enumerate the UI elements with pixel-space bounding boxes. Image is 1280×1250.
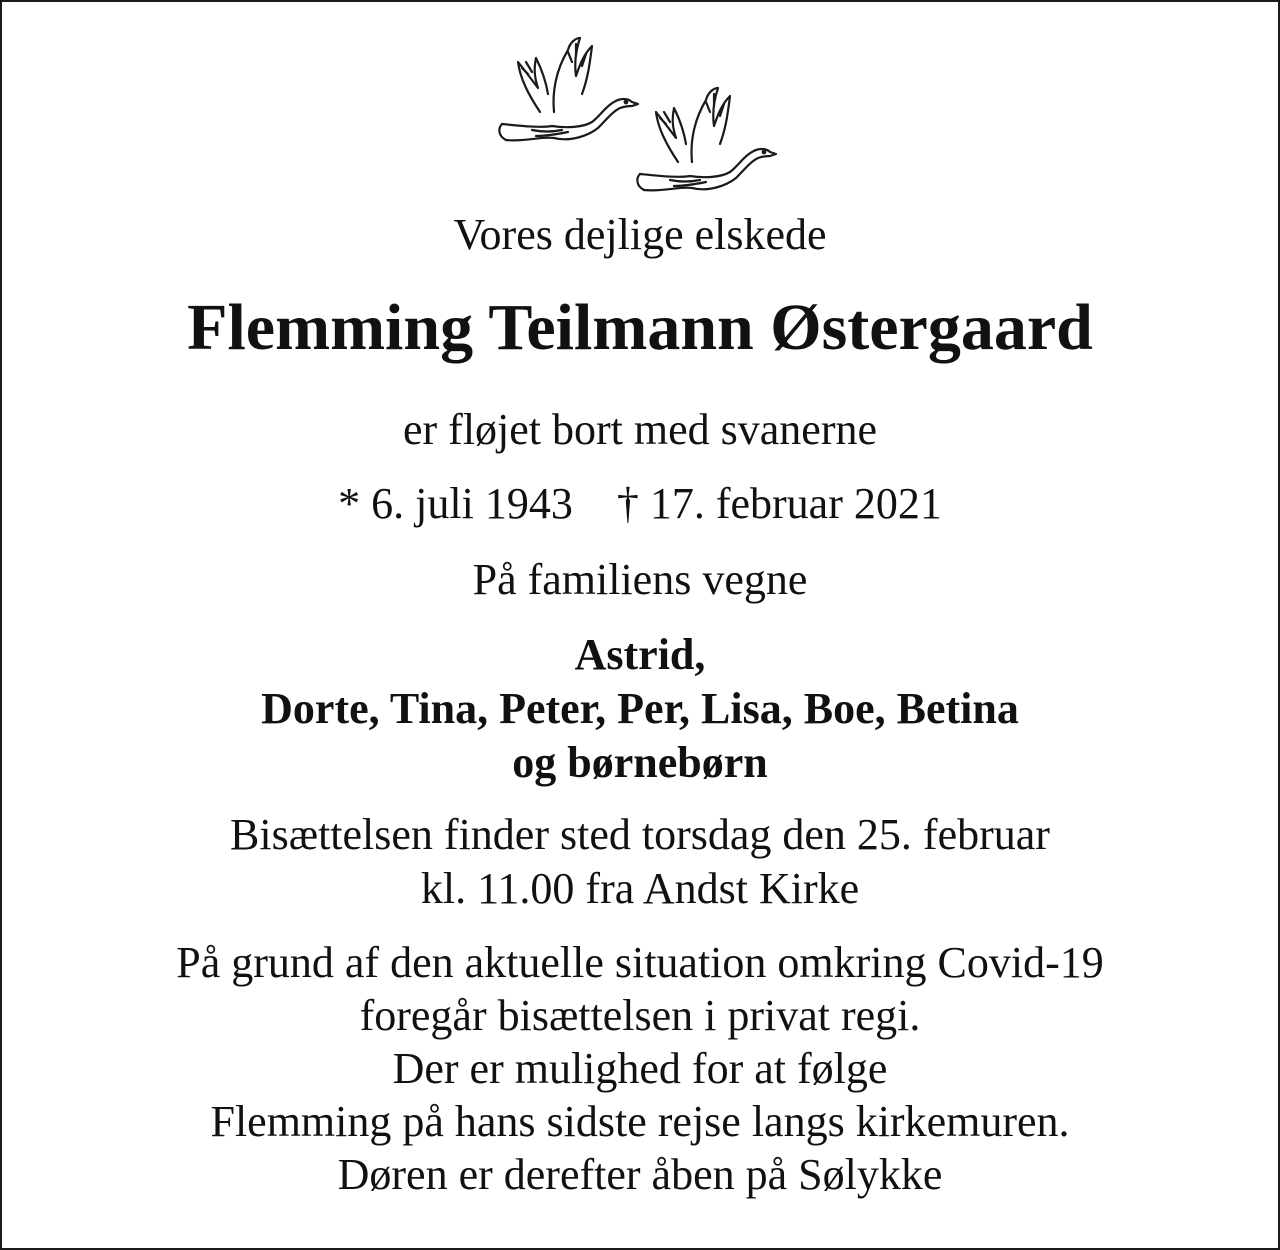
subtitle-text: er fløjet bort med svanerne bbox=[402, 405, 878, 454]
notice-line: Døren er derefter åben på Sølykke bbox=[337, 1150, 943, 1199]
death-date: † 17. februar 2021 bbox=[616, 479, 942, 528]
swan-right bbox=[637, 88, 776, 190]
notice-line: På grund af den aktuelle situation omkring Covid-19 bbox=[176, 938, 1104, 987]
birth-date: * 6. juli 1943 bbox=[338, 479, 573, 528]
covid-notice bbox=[2, 936, 1278, 1201]
family-names bbox=[2, 628, 1278, 790]
funeral-info bbox=[2, 808, 1278, 916]
family-line: Dorte, Tina, Peter, Per, Lisa, Boe, Betina bbox=[261, 684, 1019, 733]
two-flying-swans-icon bbox=[492, 32, 792, 197]
funeral-line: kl. 11.00 fra Andst Kirke bbox=[420, 864, 860, 913]
notice-line: foregår bisættelsen i privat regi. bbox=[359, 991, 921, 1040]
notice-line: Der er mulighed for at følge bbox=[392, 1044, 888, 1093]
deceased-name: Flemming Teilmann Østergaard bbox=[187, 291, 1093, 364]
life-dates bbox=[2, 476, 1278, 532]
family-line: Astrid, bbox=[574, 630, 706, 679]
family-line: og børnebørn bbox=[512, 738, 768, 787]
swan-left bbox=[499, 38, 638, 140]
notice-line: Flemming på hans sidste rejse langs kirkemuren. bbox=[210, 1097, 1070, 1146]
funeral-line: Bisættelsen finder sted torsdag den 25. februar bbox=[230, 810, 1050, 859]
intro-text: Vores dejlige elskede bbox=[453, 210, 827, 259]
on-behalf-text: På familiens vegne bbox=[472, 555, 808, 604]
